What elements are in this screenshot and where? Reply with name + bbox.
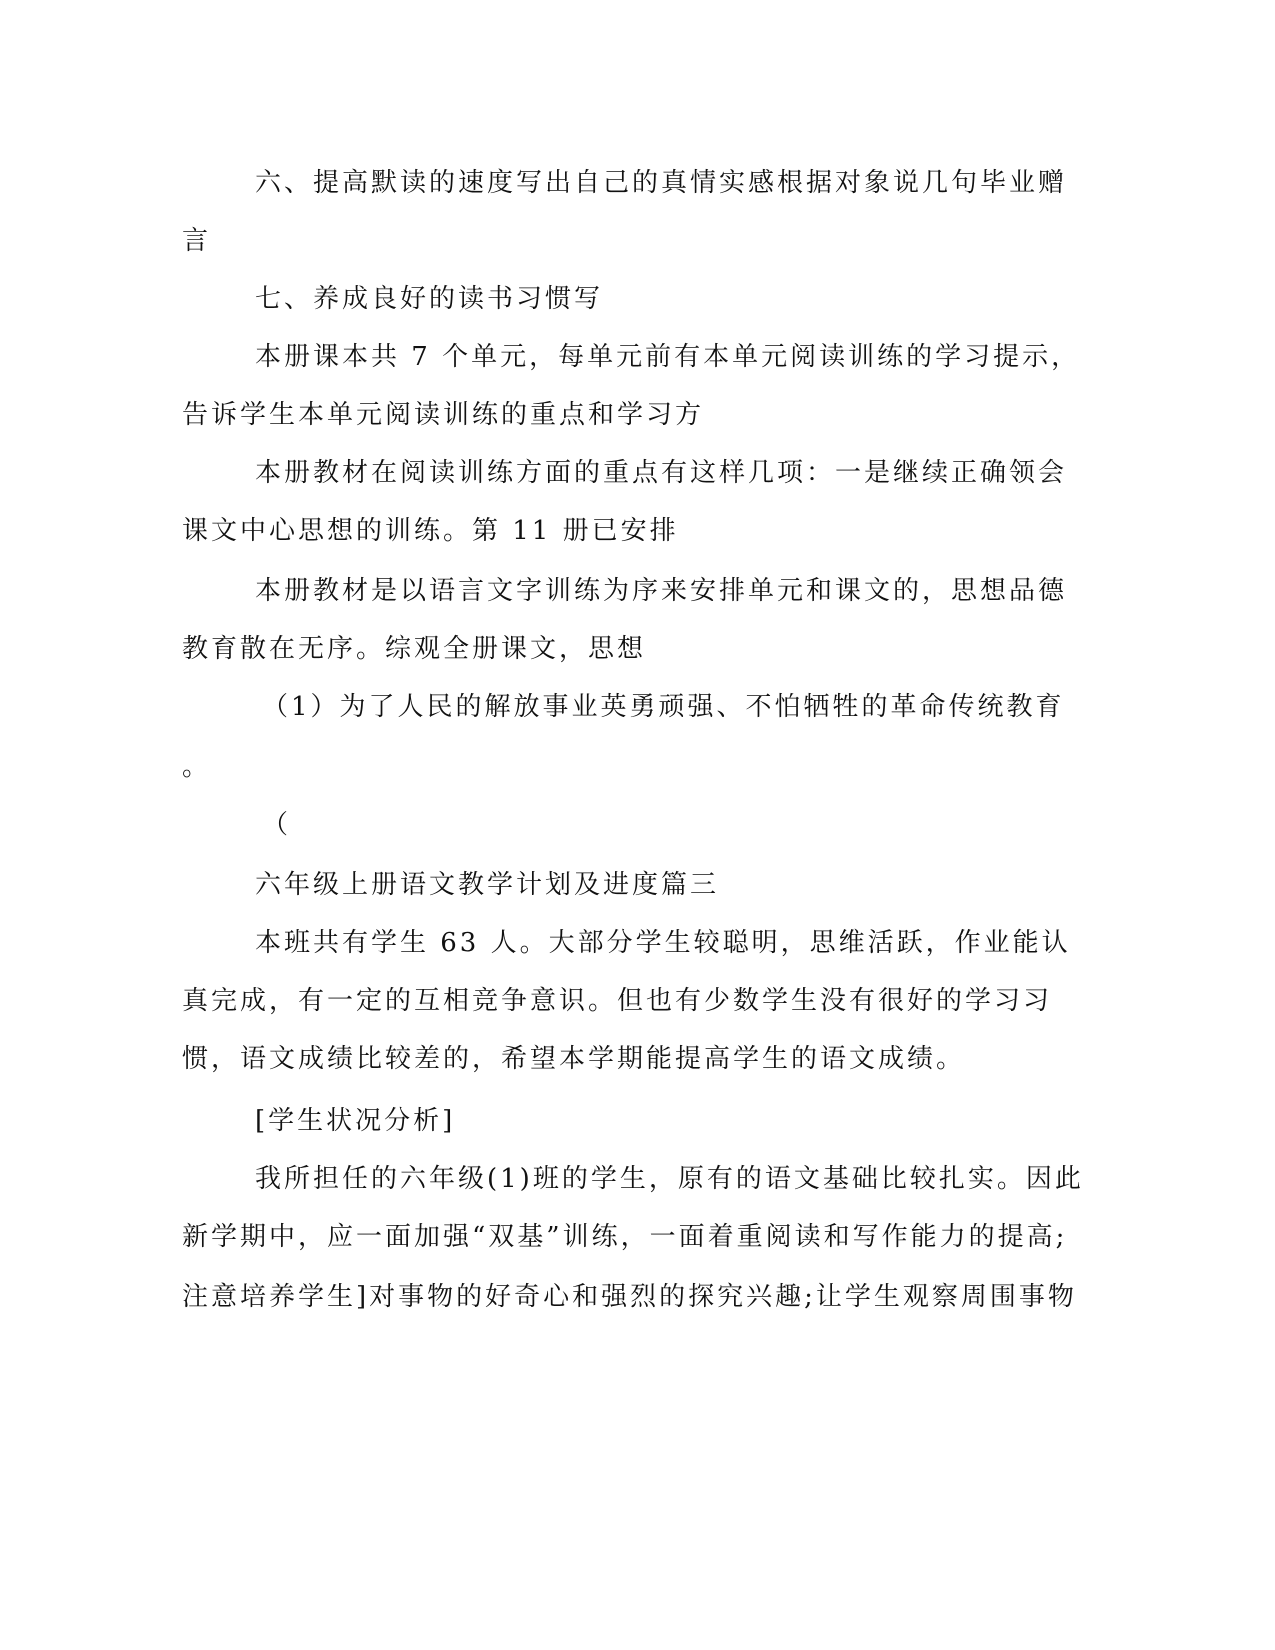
section-heading: 六年级上册语文教学计划及进度篇三 — [255, 870, 720, 900]
text-line: 六、提高默读的速度写出自己的真情实感根据对象说几句毕业赠 — [255, 168, 1068, 198]
text-line: 本册课本共 7 个单元，每单元前有本单元阅读训练的学习提示， — [255, 342, 1081, 372]
text-line: 本册教材在阅读训练方面的重点有这样几项：一是继续正确领会 — [255, 458, 1068, 488]
text-line: 真完成，有一定的互相竞争意识。但也有少数学生没有很好的学习习 — [182, 986, 1053, 1016]
text-line: （ — [262, 810, 292, 840]
text-line: （1）为了人民的解放事业英勇顽强、不怕牺牲的革命传统教育 — [262, 692, 1065, 722]
text-line: 课文中心思想的训练。第 11 册已安排 — [182, 516, 679, 546]
text-line: 。 — [182, 752, 212, 782]
text-line: 注意培养学生]对事物的好奇心和强烈的探究兴趣;让学生观察周围事物 — [182, 1282, 1077, 1312]
text-line: 七、养成良好的读书习惯写 — [255, 284, 604, 314]
text-line: 告诉学生本单元阅读训练的重点和学习方 — [182, 400, 705, 430]
text-line: [学生状况分析] — [255, 1106, 456, 1136]
text-line: 本班共有学生 63 人。大部分学生较聪明，思维活跃，作业能认 — [255, 928, 1071, 958]
text-line: 言 — [182, 226, 212, 256]
text-line: 惯，语文成绩比较差的，希望本学期能提高学生的语文成绩。 — [182, 1044, 966, 1074]
text-line: 我所担任的六年级(1)班的学生，原有的语文基础比较扎实。因此 — [255, 1164, 1084, 1194]
text-line: 新学期中，应一面加强“双基”训练，一面着重阅读和写作能力的提高; — [182, 1222, 1068, 1252]
text-line: 教育散在无序。综观全册课文，思想 — [182, 634, 647, 664]
text-line: 本册教材是以语言文字训练为序来安排单元和课文的，思想品德 — [255, 576, 1068, 606]
